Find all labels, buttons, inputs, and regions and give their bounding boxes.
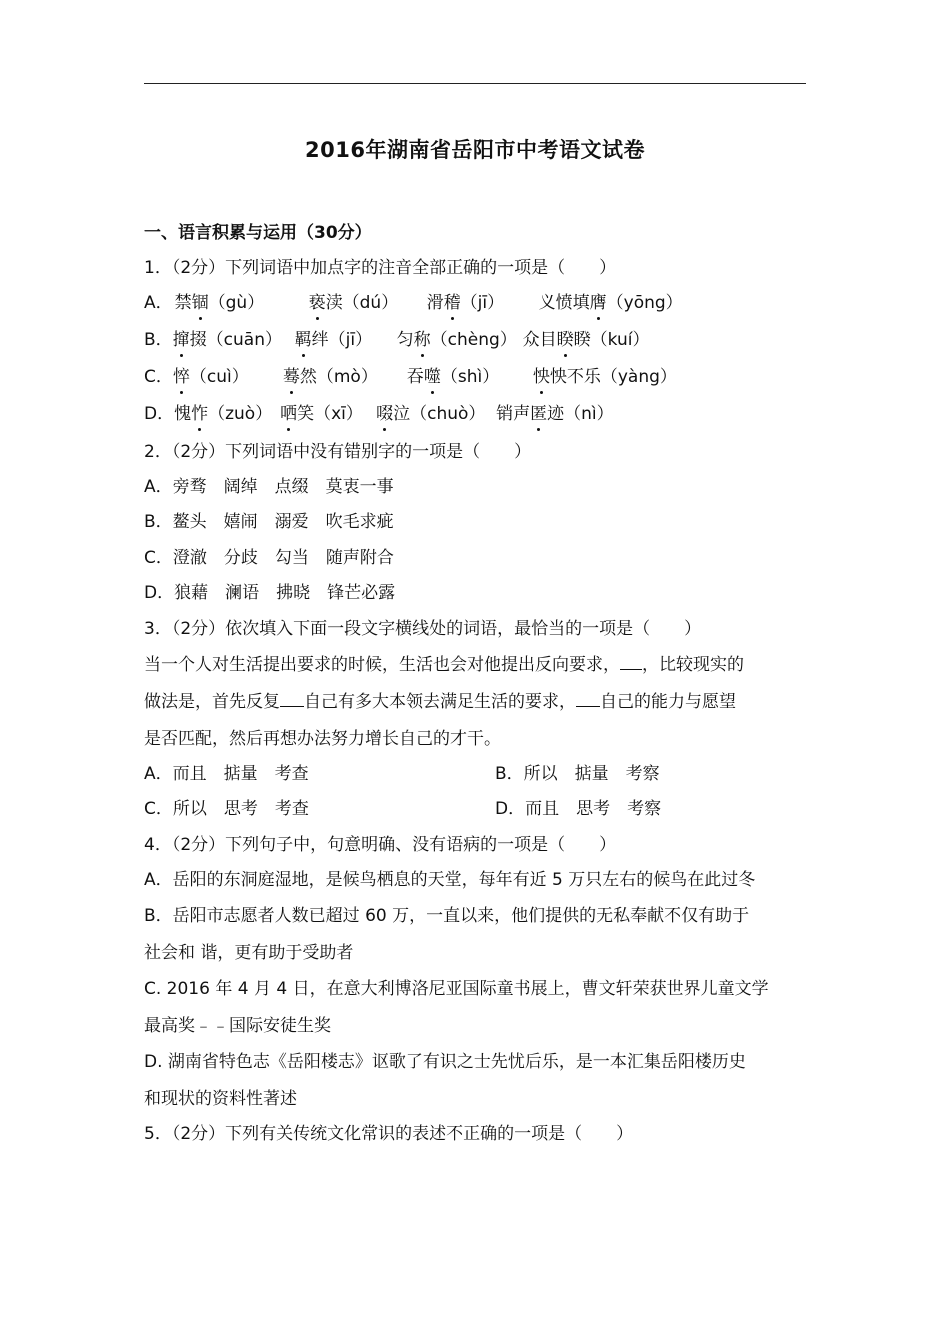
dotted-char: 亵: [308, 293, 326, 313]
dotted-char: 稽: [443, 293, 461, 313]
passage-text: 做法是，首先反复: [144, 692, 280, 712]
dotted-char: 悴: [172, 367, 190, 387]
word-text: （yōng）: [606, 293, 683, 313]
dotted-char: 怏: [532, 367, 550, 387]
word-text: （jī）: [460, 293, 505, 313]
word-text: 绊（jī）: [311, 330, 373, 350]
question-2-option-d: D．狼藉 澜语 拂晓 锋芒必露: [144, 583, 396, 603]
question-2-option-b: B．鳌头 嬉闹 溺爱 吹毛求疵: [144, 512, 394, 532]
question-1-option-c: [144, 366, 677, 388]
option-word: [523, 329, 650, 351]
question-4-option-b-cont: 社会和 谐，更有助于受助者: [144, 943, 354, 963]
option-label: D．: [144, 404, 175, 424]
word-text: 笑（xī）: [297, 404, 363, 424]
word-text: 掇（cuān）: [189, 330, 282, 350]
word-text: （shì）: [440, 367, 500, 387]
word-text: 睽（kuí）: [573, 330, 650, 350]
option-word: [397, 329, 523, 351]
option-word: [173, 329, 295, 351]
word-text: 然（mò）: [299, 367, 378, 387]
word-text: （chèng）: [430, 330, 517, 350]
word-text: 泣（chuò）: [393, 404, 486, 424]
question-4-option-d-cont: 和现状的资料性著述: [144, 1089, 297, 1109]
dotted-char: 匿: [530, 404, 548, 424]
option-label: A．: [144, 293, 173, 313]
passage-text: ，比较现实的: [642, 655, 744, 675]
dotted-char: 啜: [376, 404, 394, 424]
option-word: [175, 292, 309, 314]
passage-text: 自己的能力与愿望: [600, 692, 736, 712]
question-3-option-b: B．所以 掂量 考察: [495, 764, 660, 784]
passage-text: 当一个人对生活提出要求的时候，生活也会对他提出反向要求，: [144, 655, 620, 675]
passage-text: 自己有多大本领去满足生活的要求，: [304, 692, 576, 712]
question-4-option-c-cont: 最高奖﹣﹣国际安徒生奖: [144, 1016, 331, 1036]
word-text: 匀: [396, 330, 414, 350]
dotted-char: 哂: [280, 404, 298, 424]
question-3-option-a: A．而且 掂量 考查: [144, 764, 309, 784]
word-text: 禁: [174, 293, 192, 313]
dotted-char: 怍: [191, 404, 209, 424]
dotted-char: 噬: [423, 367, 441, 387]
question-4-option-a: A．岳阳的东洞庭湿地，是候鸟栖息的天堂，每年有近 5 万只左右的候鸟在此过冬: [144, 870, 756, 890]
option-word: [376, 403, 496, 425]
question-2-option-a: A．旁骛 阔绰 点缀 莫衷一事: [144, 477, 394, 497]
question-3-passage: [144, 691, 736, 713]
page-title: 2016年湖南省岳阳市中考语文试卷: [305, 138, 645, 162]
question-1-option-b: [144, 329, 650, 351]
question-4-option-d: D. 湖南省特色志《岳阳楼志》讴歌了有识之士先忧后乐，是一本汇集岳阳楼历史: [144, 1052, 746, 1072]
word-text: 怏不乐（yàng）: [549, 367, 677, 387]
option-word: [407, 366, 533, 388]
option-word: [427, 292, 539, 314]
word-text: 销声: [496, 404, 531, 424]
dotted-char: 称: [413, 330, 431, 350]
fill-blank: [620, 655, 642, 670]
word-text: 义愤填: [538, 293, 590, 313]
fill-blank: [280, 692, 304, 707]
word-text: （cuì）: [189, 367, 249, 387]
option-word: [496, 403, 614, 425]
question-3-passage: [144, 654, 744, 676]
option-word: [533, 366, 677, 388]
question-3-stem: 3．（2分）依次填入下面一段文字横线处的词语，最恰当的一项是（ ）: [144, 619, 702, 639]
word-text: 愧: [174, 404, 192, 424]
section-heading: 一、语言积累与运用（30分）: [144, 223, 372, 243]
word-text: 吞: [406, 367, 424, 387]
option-label: C．: [144, 367, 173, 387]
word-text: 迹（nì）: [547, 404, 614, 424]
option-label: B．: [144, 330, 173, 350]
word-text: 滑: [426, 293, 444, 313]
dotted-char: 羁: [294, 330, 312, 350]
question-5-stem: 5．（2分）下列有关传统文化常识的表述不正确的一项是（ ）: [144, 1124, 634, 1144]
option-word: [283, 366, 407, 388]
question-1-option-a: [144, 292, 683, 314]
question-1-option-d: [144, 403, 614, 425]
question-3-option-d: D．而且 思考 考察: [495, 799, 662, 819]
header-rule: [144, 83, 806, 84]
dotted-char: 膺: [589, 293, 607, 313]
dotted-char: 锢: [191, 293, 209, 313]
dotted-char: 睽: [556, 330, 574, 350]
word-text: （zuò）: [208, 404, 273, 424]
option-word: [174, 403, 280, 425]
fill-blank: [576, 692, 600, 707]
question-4-option-c: C. 2016 年 4 月 4 日，在意大利博洛尼亚国际童书展上，曹文轩荣获世界儿童文学: [144, 979, 769, 999]
question-3-passage: 是否匹配，然后再想办法努力增长自己的才干。: [144, 729, 501, 749]
question-2-stem: 2．（2分）下列词语中没有错别字的一项是（ ）: [144, 442, 532, 462]
question-2-option-c: C．澄澈 分歧 勾当 随声附合: [144, 548, 394, 568]
question-3-option-c: C．所以 思考 考查: [144, 799, 309, 819]
dotted-char: 蓦: [282, 367, 300, 387]
option-word: [539, 292, 683, 314]
option-word: [280, 403, 376, 425]
dotted-char: 撺: [172, 330, 190, 350]
question-4-option-b: B．岳阳市志愿者人数已超过 60 万，一直以来，他们提供的无私奉献不仅有助于: [144, 906, 750, 926]
word-text: （gù）: [208, 293, 265, 313]
option-word: [173, 366, 283, 388]
option-word: [295, 329, 397, 351]
option-word: [309, 292, 427, 314]
word-text: 渎（dú）: [325, 293, 399, 313]
question-4-stem: 4．（2分）下列句子中，句意明确、没有语病的一项是（ ）: [144, 835, 617, 855]
question-1-stem: 1．（2分）下列词语中加点字的注音全部正确的一项是（ ）: [144, 258, 617, 278]
word-text: 众目: [522, 330, 557, 350]
